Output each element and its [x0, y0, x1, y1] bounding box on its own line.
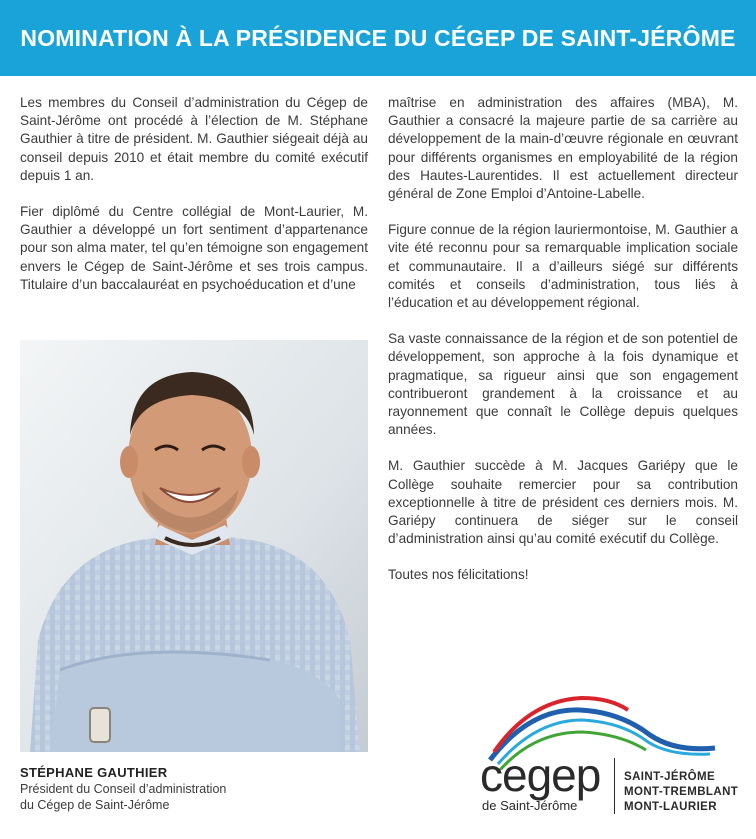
- paragraph: Figure connue de la région lauriermontoise, M. Gauthier a vite été reconnu pour sa remarquable implication sociale et communautaire. Il a d’ailleurs siégé sur différents comités et conseils d’administration, tous liés à l’éducation et au développement régional.: [388, 222, 738, 311]
- caption-line: Président du Conseil d’administration: [20, 782, 227, 796]
- closing-line: Toutes nos félicitations!: [388, 567, 529, 583]
- photo-caption: [20, 765, 368, 813]
- logo-divider: [614, 758, 615, 814]
- title-banner: [0, 0, 756, 76]
- campus-name: MONT-LAURIER: [624, 801, 717, 813]
- paragraph: maîtrise en administration des affaires (MBA), M. Gauthier a consacré la majeure partie de sa carrière au développement de la main-d’œuvre régionale en œuvrant pour différents organismes en employabilité de la région des Hautes-Laurentides. Il est actuellement directeur général de Zone Emploi d’Antoine-Labelle.: [388, 95, 738, 202]
- right-column: [388, 94, 738, 603]
- paragraph: M. Gauthier succède à M. Jacques Gariépy que le Collège souhaite remercier pour sa contribution exceptionnelle à titre de président ces derniers mois. M. Gariépy continuera de siéger sur le conseil d’administration ainsi qu’au comité exécutif du Collège.: [388, 458, 738, 547]
- logo-wordmark: cegep: [480, 749, 601, 801]
- logo-subtitle: de Saint-Jérôme: [482, 798, 578, 813]
- cegep-logo: [470, 690, 740, 820]
- portrait-illustration: [20, 340, 368, 752]
- portrait-photo: [20, 340, 368, 752]
- left-column: [20, 94, 368, 312]
- caption-name: STÉPHANE GAUTHIER: [20, 765, 168, 780]
- paragraph: Sa vaste connaissance de la région et de son potentiel de développement, son approche à la fois dynamique et pragmatique, sa rigueur ainsi que son engagement contribueront grandement à la croissance et au rayonnement que connaît le Collège depuis quelques années.: [388, 331, 738, 438]
- caption-line: du Cégep de Saint-Jérôme: [20, 798, 170, 812]
- campus-name: SAINT-JÉRÔME: [624, 771, 716, 783]
- logo-campus-list: [624, 770, 738, 815]
- page-title: NOMINATION À LA PRÉSIDENCE DU CÉGEP DE SAINT-JÉRÔME: [20, 24, 736, 51]
- campus-name: MONT-TREMBLANT: [624, 786, 739, 798]
- paragraph: Les membres du Conseil d’administration du Cégep de Saint-Jérôme ont procédé à l’élection de M. Stéphane Gauthier à titre de président. M. Gauthier siégeait déjà au conseil depuis 2010 et était membre du comité exécutif depuis 1 an.: [20, 95, 368, 183]
- paragraph: Fier diplômé du Centre collégial de Mont-Laurier, M. Gauthier a développé un fort sentiment d’appartenance pour son alma mater, tel qu’en témoigne son engagement envers le Cégep de Saint-Jérôme et ses trois campus. Titulaire d’un baccalauréat en psychoéducation et d’une: [20, 204, 368, 292]
